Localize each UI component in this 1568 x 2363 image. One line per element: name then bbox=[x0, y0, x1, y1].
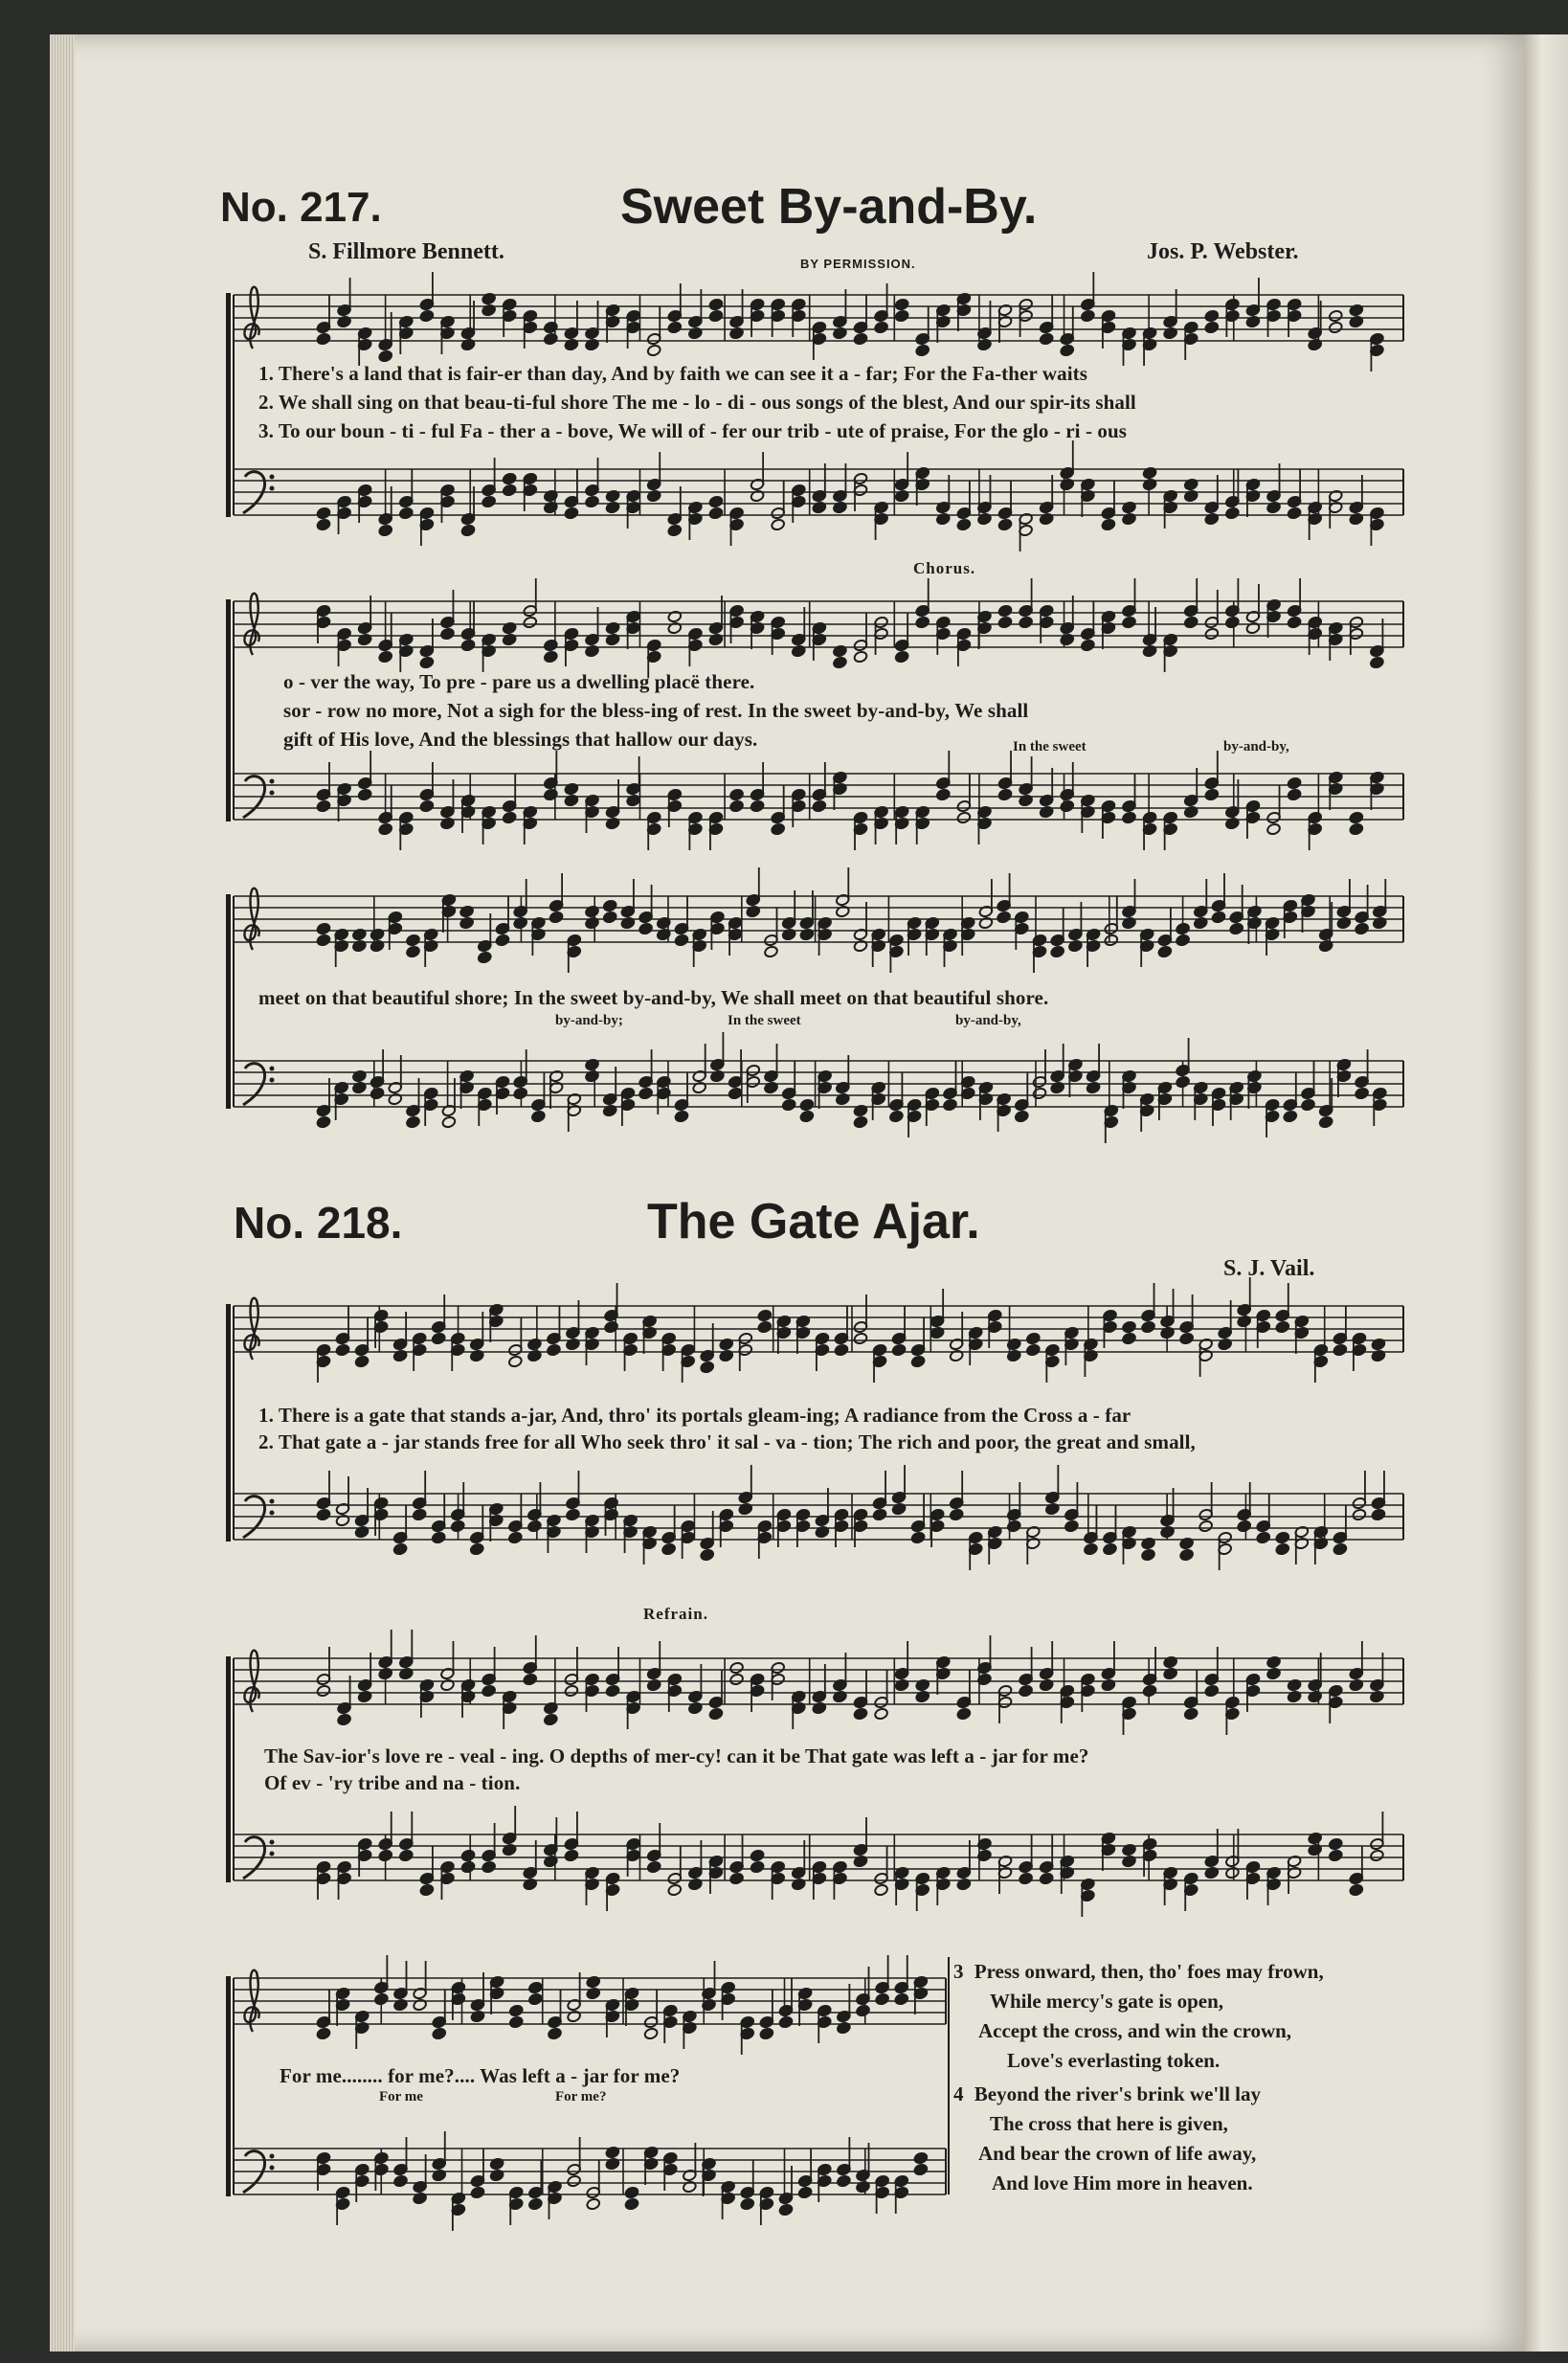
song-title: Sweet By-and-By. bbox=[620, 179, 1038, 235]
song-title: The Gate Ajar. bbox=[647, 1194, 980, 1249]
verse-line: Beyond the river's brink we'll lay bbox=[974, 2082, 1261, 2105]
permission-note: BY PERMISSION. bbox=[800, 257, 916, 271]
verse-line: While mercy's gate is open, bbox=[990, 1990, 1224, 2013]
verses-block bbox=[953, 1957, 1413, 2198]
verse-line: And love Him more in heaven. bbox=[992, 2172, 1253, 2194]
cue-lyric: by-and-by; bbox=[555, 1013, 623, 1028]
verse-line: Accept the cross, and win the crown, bbox=[978, 2019, 1292, 2042]
lyric-line: Of ev - 'ry tribe and na - tion. bbox=[264, 1771, 521, 1794]
verse-number: 4 bbox=[953, 2082, 964, 2105]
verse-divider bbox=[948, 1957, 950, 2194]
lyric-line: o - ver the way, To pre - pare us a dwelling placë there. bbox=[283, 670, 755, 693]
song-number: No. 218. bbox=[234, 1198, 403, 1248]
refrain-label: Refrain. bbox=[643, 1605, 708, 1623]
lyric-line: 3. To our boun - ti - ful Fa - ther a - bove, We will of - fer our trib - ute of praise, For the glo - ri - ous bbox=[258, 419, 1128, 442]
lyric-line: The Sav-ior's love re - veal - ing. O depths of mer-cy! can it be That gate was left a - jar for me? bbox=[264, 1744, 1089, 1767]
book-gutter bbox=[1524, 34, 1568, 2352]
lyric-line: gift of His love, And the blessings that hallow our days. bbox=[283, 728, 758, 751]
verse-3 bbox=[953, 1957, 1413, 2076]
verse-line: Love's everlasting token. bbox=[1007, 2049, 1221, 2072]
lyric-line: 1. There is a gate that stands a-jar, And, thro' its portals gleam-ing; A radiance from the Cross a - far bbox=[258, 1404, 1131, 1427]
lyricist: S. Fillmore Bennett. bbox=[308, 239, 504, 264]
verse-number: 3 bbox=[953, 1960, 964, 1983]
page-edges bbox=[50, 34, 75, 2352]
verse-line: Press onward, then, tho' foes may frown, bbox=[974, 1960, 1324, 1983]
cue-lyric: In the sweet bbox=[1013, 739, 1086, 754]
cue-lyric: In the sweet bbox=[728, 1013, 801, 1028]
composer: S. J. Vail. bbox=[1223, 1256, 1315, 1281]
cue-lyric: by-and-by, bbox=[1223, 739, 1289, 754]
verse-4 bbox=[953, 2080, 1413, 2198]
composer: Jos. P. Webster. bbox=[1147, 239, 1299, 264]
song-number: No. 217. bbox=[220, 184, 382, 231]
lyric-line: sor - row no more, Not a sigh for the bless-ing of rest. In the sweet by-and-by, We shall bbox=[283, 699, 1029, 722]
lyric-line: meet on that beautiful shore; In the sweet by-and-by, We shall meet on that beautiful shore. bbox=[258, 986, 1049, 1009]
lyric-line: 2. That gate a - jar stands free for all Who seek thro' it sal - va - tion; The rich and poor, the great and small, bbox=[258, 1430, 1196, 1453]
lyric-line: For me........ for me?.... Was left a - jar for me? bbox=[280, 2064, 681, 2087]
verse-line: The cross that here is given, bbox=[990, 2112, 1228, 2135]
lyric-line: 2. We shall sing on that beau-ti-ful shore The me - lo - di - ous songs of the blest, And our spir-its shall bbox=[258, 391, 1136, 414]
verse-line: And bear the crown of life away, bbox=[978, 2142, 1257, 2165]
lyric-line: 1. There's a land that is fair-er than day, And by faith we can see it a - far; For the Fa-ther waits bbox=[258, 362, 1088, 385]
cue-lyric: For me? bbox=[555, 2089, 607, 2104]
chorus-label: Chorus. bbox=[913, 559, 976, 577]
cue-lyric: by-and-by, bbox=[955, 1013, 1021, 1028]
cue-lyric: For me bbox=[379, 2089, 423, 2104]
